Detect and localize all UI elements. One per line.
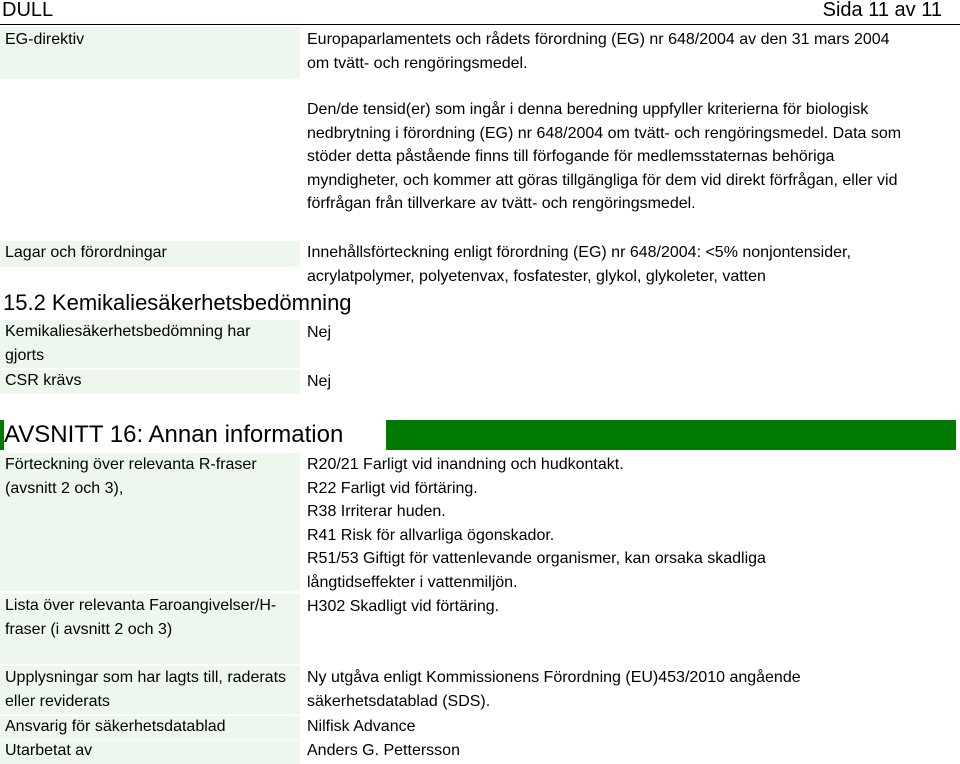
changes-label: Upplysningar som har lagts till, raderats eller reviderats [5,669,287,710]
r-phrase-item: R20/21 Farligt vid inandning och hudkontakt. [307,456,624,473]
tensid-text: Den/de tensid(er) som ingår i denna beredning uppfyller kriterierna för biologisk nedbrytning i förordning (EG) nr 648/2004 om tvätt- och rengöringsmedel. Data som stöder detta påstående finns till förfogande för medlemsstaternas behöriga myndigheter, och kommer att göras tillgängliga för dem vid direkt förfrågan, eller vid förfrågan från tillverkare av tvätt- och rengöringsmedel. [307,101,902,212]
author-label: Utarbetat av [5,742,93,759]
eg-direktiv-value: Europaparlamentets och rådets förordning (EG) nr 648/2004 av den 31 mars 2004 om tvätt- och rengöringsmedel. [307,31,890,72]
page-number: Sida 11 av 11 [822,0,942,21]
h-phrases-label: Lista över relevanta Faroangivelser/H-fraser (i avsnitt 2 och 3) [5,597,277,638]
r-phrases-label: Förteckning över relevanta R-fraser (avsnitt 2 och 3), [5,456,257,497]
lagar-label: Lagar och förordningar [5,244,167,261]
csr-label: CSR krävs [5,372,82,389]
lagar-value: Innehållsförteckning enligt förordning (EG) nr 648/2004: <5% nonjontensider, acrylatpolymer, polyetenvax, fosfatester, glykol, glykoleter, vatten [307,244,851,285]
company-name: DULL [2,0,54,21]
csa-label: Kemikaliesäkerhetsbedömning har gjorts [5,323,251,364]
r-phrase-item: R41 Risk för allvarliga ögonskador. [307,526,555,544]
csr-value: Nej [307,373,332,390]
section-16-title: AVSNITT 16: Annan information [4,420,386,450]
r-phrase-item: R51/53 Giftigt för vattenlevande organismer, kan orsaka skadliga långtidseffekter i vattenmiljön. [307,550,766,591]
section-15-2-title: 15.2 Kemikaliesäkerhetsbedömning [3,290,352,315]
responsible-label: Ansvarig för säkerhetsdatablad [5,718,226,735]
header-divider [0,24,960,25]
csa-value: Nej [307,324,332,341]
eg-direktiv-label: EG-direktiv [5,31,85,48]
r-phrases-value [307,453,847,594]
author-value: Anders G. Pettersson [307,742,460,759]
h-phrases-value: H302 Skadligt vid förtäring. [307,598,500,615]
r-phrase-item: R38 Irriterar huden. [307,503,446,520]
changes-value: Ny utgåva enligt Kommissionens Förordning (EU)453/2010 angående säkerhetsdatablad (SDS). [307,669,801,710]
responsible-value: Nilfisk Advance [307,718,416,735]
r-phrase-item: R22 Farligt vid förtäring. [307,479,478,497]
